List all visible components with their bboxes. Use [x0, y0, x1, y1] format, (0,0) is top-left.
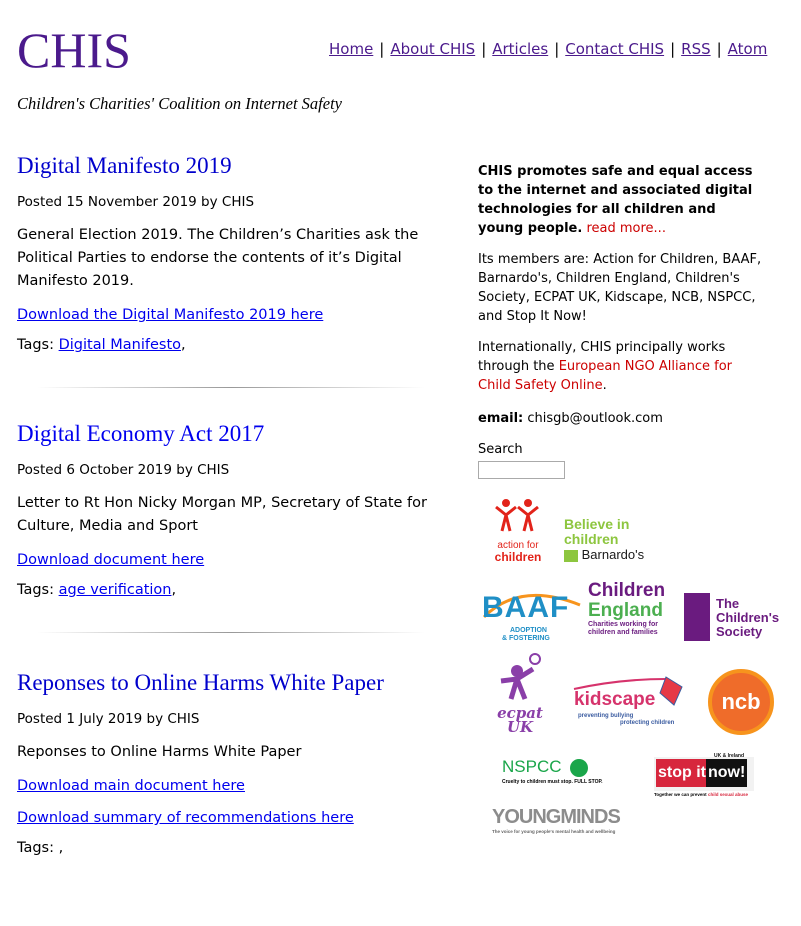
- post-excerpt: Letter to Rt Hon Nicky Morgan MP, Secretary of State for Culture, Media and Sport: [17, 495, 427, 534]
- logo-text: Believe in: [564, 516, 630, 532]
- nav-articles[interactable]: Articles: [492, 40, 549, 58]
- logo-text: The: [716, 596, 740, 611]
- top-navigation: [329, 40, 767, 58]
- stop-banner: [654, 753, 754, 791]
- ecpat-uk-logo[interactable]: [492, 653, 548, 737]
- logo-text: UK: [506, 718, 534, 736]
- barnardos-figures-icon: [564, 550, 578, 562]
- post-title[interactable]: Reponses to Online Harms White Paper: [17, 670, 384, 695]
- nav-atom[interactable]: Atom: [727, 40, 768, 58]
- logo-text: stop it: [656, 759, 708, 787]
- logo-text: YOUNGMINDS: [492, 806, 620, 828]
- post-excerpt: Reponses to Online Harms White Paper: [17, 744, 302, 760]
- children-england-logo[interactable]: [588, 581, 668, 645]
- search-label: Search: [478, 442, 523, 457]
- post-list: [17, 150, 437, 856]
- logo-text: Children's: [716, 610, 780, 625]
- intl-intro: Internationally, CHIS principally works through the: [478, 340, 726, 374]
- nav-separator: |: [481, 40, 487, 58]
- society-figure-icon: [684, 593, 710, 641]
- post: [17, 150, 437, 353]
- baaf-logo[interactable]: [480, 587, 584, 647]
- logo-text: Cruelty to children must stop. FULL STOP.: [502, 779, 603, 785]
- youngminds-logo[interactable]: [492, 805, 638, 841]
- members-text: Its members are: Action for Children, BAAF, Barnardo's, Children England, Children's Society, ECPAT UK, Kidscape, NCB, NSPCC, and Stop It Now!: [478, 252, 762, 324]
- post-excerpt: General Election 2019. The Children’s Charities ask the Political Parties to endorse the contents of it’s Digital Manifesto 2019.: [17, 227, 419, 289]
- logo-text: ncb: [708, 669, 774, 735]
- logo-text: England: [588, 600, 663, 621]
- nspcc-dot-icon: [570, 759, 588, 777]
- logo-text: protecting children: [620, 720, 675, 726]
- email-line: [478, 409, 763, 428]
- search-input[interactable]: [478, 461, 565, 479]
- nav-rss[interactable]: RSS: [681, 40, 711, 58]
- post-title[interactable]: Digital Economy Act 2017: [17, 421, 265, 446]
- logo-text: children: [494, 550, 542, 564]
- download-link[interactable]: Download document here: [17, 552, 205, 568]
- nav-separator: |: [379, 40, 385, 58]
- logo-text: NSPCC: [502, 757, 562, 776]
- logo-text: Barnardo's: [581, 547, 645, 562]
- download-link[interactable]: Download the Digital Manifesto 2019 here: [17, 307, 324, 323]
- post-meta: Posted 6 October 2019 by CHIS: [17, 462, 230, 478]
- site-title[interactable]: CHIS: [17, 22, 131, 78]
- logo-text: kidscape: [574, 689, 656, 710]
- logo-text: UK & Ireland: [714, 753, 745, 759]
- nav-about[interactable]: About CHIS: [390, 40, 476, 58]
- ncb-logo[interactable]: [708, 669, 774, 735]
- post-tags: Tags: age verification,: [17, 582, 177, 598]
- logo-text: Children: [588, 580, 666, 601]
- barnardos-logo[interactable]: [564, 517, 664, 567]
- post: [17, 667, 437, 856]
- post-meta: Posted 15 November 2019 by CHIS: [17, 194, 255, 210]
- nav-separator: |: [716, 40, 722, 58]
- action-figures-icon: [490, 497, 546, 535]
- intro-text: CHIS promotes safe and equal access to the internet and associated digital technologies for all children and young people.: [478, 164, 753, 236]
- logo-text: & FOSTERING: [502, 635, 550, 642]
- intl-text: Internationally, CHIS principally works through the European NGO Alliance for Child Safety Online.: [478, 340, 732, 393]
- logo-text: children: [564, 531, 619, 547]
- logo-text: children and families: [588, 629, 658, 636]
- member-logos: [478, 495, 788, 845]
- post: [17, 418, 437, 598]
- logo-text: Together we can prevent: [654, 792, 707, 797]
- action-for-children-logo[interactable]: [488, 497, 548, 569]
- download-summary-link[interactable]: Download summary of recommendations here: [17, 810, 354, 826]
- tags-label: Tags:: [17, 840, 54, 856]
- post-title[interactable]: Digital Manifesto 2019: [17, 153, 232, 178]
- post-tags: Tags: ,: [17, 840, 64, 856]
- logo-text: Charities working for: [588, 621, 659, 628]
- nav-separator: |: [670, 40, 676, 58]
- stop-it-now-logo[interactable]: [654, 753, 754, 801]
- logo-text: ADOPTION: [510, 627, 547, 634]
- email-address: chisgb@outlook.com: [527, 411, 663, 426]
- nav-separator: |: [554, 40, 560, 58]
- read-more-link[interactable]: read more...: [586, 221, 666, 236]
- sidebar: [478, 162, 763, 479]
- tags-label: Tags:: [17, 337, 54, 353]
- post-tags: Tags: Digital Manifesto,: [17, 337, 186, 353]
- kidscape-logo[interactable]: [570, 675, 686, 725]
- logo-text: The voice for young people's mental health and wellbeing: [492, 829, 616, 834]
- tag-link[interactable]: age verification: [58, 582, 172, 598]
- nspcc-logo[interactable]: [502, 757, 606, 789]
- tags-label: Tags:: [17, 582, 54, 598]
- logo-text: BAAF: [482, 591, 570, 624]
- logo-text: preventing bullying: [578, 713, 634, 719]
- logo-text: ecpat: [497, 704, 543, 722]
- post-divider: [37, 387, 425, 388]
- alliance-link[interactable]: European NGO Alliance for Child Safety Online: [478, 359, 732, 393]
- email-label: email:: [478, 411, 524, 426]
- post-meta: Posted 1 July 2019 by CHIS: [17, 711, 200, 727]
- site-tagline: Children's Charities' Coalition on Internet Safety: [17, 94, 342, 113]
- logo-text: Society: [716, 624, 763, 639]
- nav-home[interactable]: Home: [329, 40, 374, 58]
- download-link[interactable]: Download main document here: [17, 778, 245, 794]
- childrens-society-logo[interactable]: [684, 593, 784, 643]
- post-divider: [37, 632, 425, 633]
- sidebar-intro: [478, 162, 763, 238]
- nav-contact[interactable]: Contact CHIS: [565, 40, 665, 58]
- ecpat-figure-icon: [495, 653, 545, 701]
- logo-text: child sexual abuse: [707, 792, 748, 797]
- logo-text: now!: [706, 759, 747, 787]
- logo-text: action for: [497, 540, 539, 551]
- tag-link[interactable]: Digital Manifesto: [58, 337, 181, 353]
